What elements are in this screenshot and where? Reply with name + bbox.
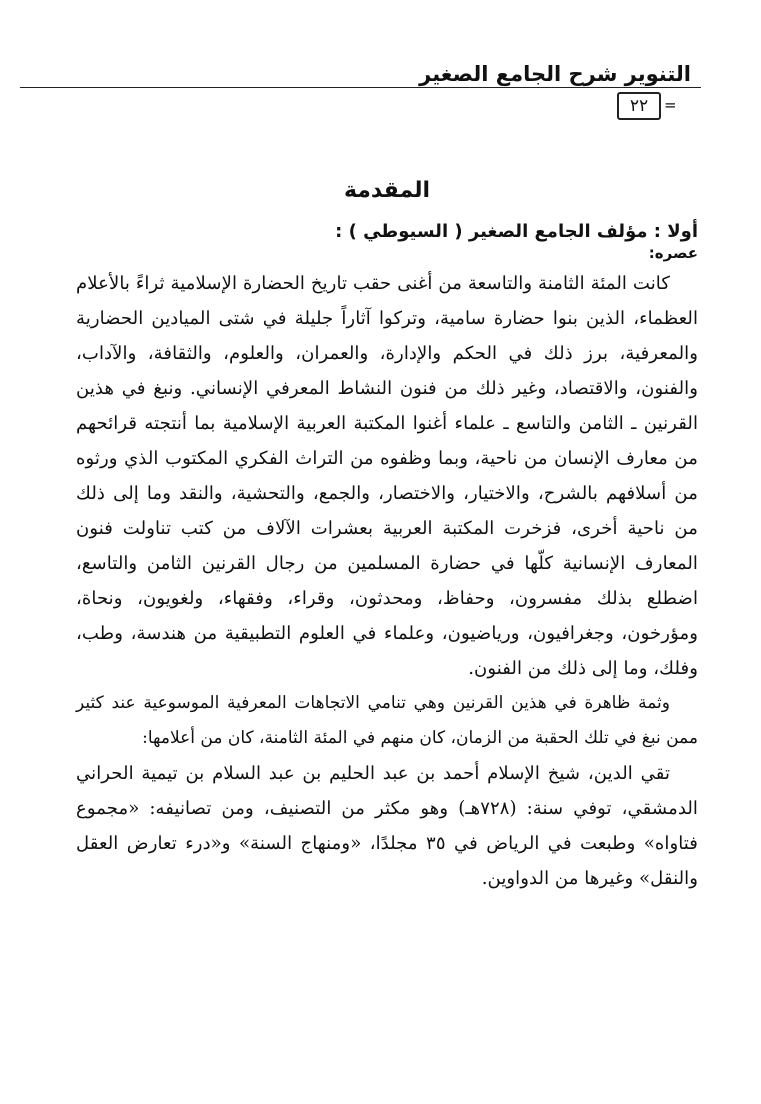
paragraph: كانت المئة الثامنة والتاسعة من أغنى حقب تاريخ الحضارة الإسلامية ثراءً بالأعلام العظماء، الذين بنوا حضارة سامية، وتركوا آثاراً جليلة في شتى الميادين الحضارية والمعرفية، برز ذلك في الحكم والإدارة، والعمران، والعلوم، والثقافة، والآداب، والفنون، والاقتصاد، وغير ذلك من فنون النشاط المعرفي الإنساني. ونبغ في هذين القرنين ـ الثامن والتاسع ـ علماء أغنوا المكتبة العربية الإسلامية بما أنتجته قرائحهم من معارف الإنسان من ناحية، وبما وظفوه من التراث الفكري المكتوب الذي ورثوه من أسلافهم بالشرح، والاختيار، والاختصار، والجمع، والتحشية، والنقد وما إلى ذلك من ناحية أخرى، فزخرت المكتبة العربية بعشرات الآلاف من كتب تناولت فنون المعارف الإنسانية كلّها في حضارة المسلمين من رجال القرنين الثامن والتاسع، اضطلع بذلك مفسرون، وحفاظ، ومحدثون، وقراء، وفقهاء، ولغويون، ونحاة، ومؤرخون، وجغرافيون، ورياضيون، وعلماء في العلوم التطبيقية من هندسة، وطب، وفلك، وما إلى ذلك من الفنون. — [76, 273, 698, 679]
section-title: المقدمة — [343, 178, 431, 203]
page-number: ٢٢ — [617, 92, 661, 120]
paragraph: وثمة ظاهرة في هذين القرنين وهي تنامي الاتجاهات المعرفية الموسوعية عند كثير ممن نبغ في تلك الحقبة من الزمان، كان منهم في المئة الثامنة، كان من أعلامها: — [76, 693, 698, 748]
running-title: التنوير شرح الجامع الصغير — [419, 62, 691, 86]
paragraph: تقي الدين، شيخ الإسلام أحمد بن عبد الحليم بن عبد السلام بن تيمية الحراني الدمشقي، توفي سنة: (٧٢٨هـ) وهو مكثر من التصنيف، ومن تصانيفه: «مجموع فتاواه» وطبعت في الرياض في ٣٥ مجلدًا، «ومنهاج السنة» و«درء تعارض العقل والنقل» وغيرها من الدواوين. — [76, 763, 698, 889]
main-text — [76, 178, 698, 896]
header-ornament: = — [664, 96, 677, 114]
header-rule — [20, 87, 701, 88]
chapter-heading: أولا : مؤلف الجامع الصغير ( السيوطي ) : — [335, 221, 698, 242]
subheading: عصره: — [648, 244, 698, 262]
